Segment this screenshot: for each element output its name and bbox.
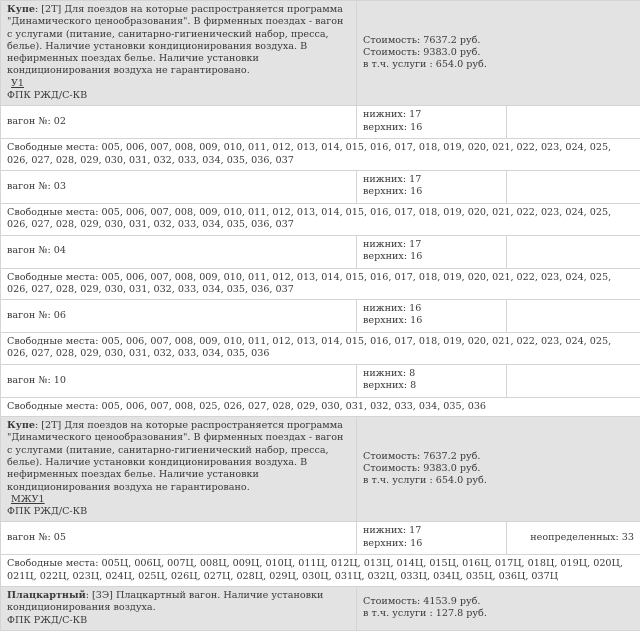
lower-berths: нижних: 17 [363,173,422,185]
upper-berths: верхних: 16 [363,121,423,133]
class-title: Плацкартный [7,590,86,602]
wagon-berths [357,364,507,397]
free-seats: Свободные места: 005, 006, 007, 008, 009, 010, 011, 012, 013, 014, 015, 016, 017, 018, 019, 020, 021, 022, 023, 024, 025, 026, 027, 028, 029, 030, 031, 032, 033, 034, 035, 036, 037 [1,203,640,235]
class-description [1,1,357,106]
price-1: Стоимость: 7637.2 руб. [363,34,481,46]
class-desc: : [3Э] Плацкартный вагон. Наличие установки кондиционирования воздуха. [7,590,324,614]
upper-berths: верхних: 8 [363,380,417,392]
free-seats-row [1,555,640,587]
wagon-berths [357,235,507,268]
upper-berths: верхних: 16 [363,315,423,327]
free-seats-row [1,139,640,171]
class-description [1,587,357,631]
class-prices [357,587,640,631]
upper-berths: верхних: 16 [363,250,423,262]
free-seats: Свободные места: 005, 006, 007, 008, 025, 026, 027, 028, 029, 030, 031, 032, 033, 034, 035, 036 [1,397,640,416]
wagon-number: вагон №: 10 [1,364,357,397]
class-prices [357,417,640,522]
wagon-berths [357,300,507,333]
free-seats: Свободные места: 005Ц, 006Ц, 007Ц, 008Ц, 009Ц, 010Ц, 011Ц, 012Ц, 013Ц, 014Ц, 015Ц, 016Ц, 017Ц, 018Ц, 019Ц, 020Ц, 021Ц, 022Ц, 023Ц, 024Ц, 025Ц, 026Ц, 027Ц, 028Ц, 029Ц, 030Ц, 031Ц, 032Ц, 033Ц, 034Ц, 035Ц, 036Ц, 037Ц [1,555,640,587]
free-seats-row [1,268,640,300]
free-seats: Свободные места: 005, 006, 007, 008, 009, 010, 011, 012, 013, 014, 015, 016, 017, 018, 019, 020, 021, 022, 023, 024, 025, 026, 027, 028, 029, 030, 031, 032, 033, 034, 035, 036, 037 [1,268,640,300]
free-seats-row [1,397,640,416]
wagon-number: вагон №: 05 [1,522,357,555]
service-price: в т.ч. услуги : 654.0 руб. [363,475,487,487]
lower-berths: нижних: 8 [363,367,416,379]
price-1: Стоимость: 7637.2 руб. [363,450,481,462]
lower-berths: нижних: 17 [363,109,422,121]
carrier: ФПК РЖД/С-КВ [7,506,88,518]
price-2: Стоимость: 9383.0 руб. [363,463,481,475]
wagon-row [1,235,640,268]
lower-berths: нижних: 17 [363,525,422,537]
wagon-row [1,300,640,333]
price-1: Стоимость: 4153.9 руб. [363,596,481,608]
wagon-row [1,170,640,203]
wagon-row [1,364,640,397]
wagon-berths [357,522,507,555]
wagon-row [1,522,640,555]
class-desc: : [2Т] Для поездов на которые распространяется программа "Динамического ценообразования". В фирменных поездах - вагон с услугами (питание, санитарно-гигиенический набор, пресса, белье). Наличие установки кондиционирования воздуха. В нефирменных поездах белье. Наличие установки кондиционирования воздуха не гарантировано. [7,4,344,77]
class-header-kupe [1,417,640,522]
wagon-number: вагон №: 03 [1,170,357,203]
undefined-berths: неопределенных: 33 [507,522,640,555]
wagon-number: вагон №: 02 [1,106,357,139]
class-header-platskart [1,587,640,631]
free-seats: Свободные места: 005, 006, 007, 008, 009, 010, 011, 012, 013, 014, 015, 016, 017, 018, 019, 020, 021, 022, 023, 024, 025, 026, 027, 028, 029, 030, 031, 032, 033, 034, 035, 036 [1,333,640,365]
class-code: МЖУ1 [11,493,45,505]
lower-berths: нижних: 16 [363,303,422,315]
upper-berths: верхних: 16 [363,186,423,198]
lower-berths: нижних: 17 [363,238,422,250]
class-prices [357,1,640,106]
service-price: в т.ч. услуги : 654.0 руб. [363,59,487,71]
price-2: Стоимость: 9383.0 руб. [363,47,481,59]
class-desc: : [2Т] Для поездов на которые распространяется программа "Динамического ценообразования". В фирменных поездах - вагон с услугами (питание, санитарно-гигиенический набор, пресса, белье). Наличие установки кондиционирования воздуха. В нефирменных поездах белье. Наличие установки кондиционирования воздуха не гарантировано. [7,420,344,493]
class-description [1,417,357,522]
class-code: У1 [11,77,25,89]
free-seats-row [1,333,640,365]
class-header-kupe [1,1,640,106]
class-title: Купе [7,4,35,15]
wagon-number: вагон №: 04 [1,235,357,268]
upper-berths: верхних: 16 [363,537,423,549]
class-title: Купе [7,420,35,432]
wagon-berths [357,106,507,139]
free-seats: Свободные места: 005, 006, 007, 008, 009, 010, 011, 012, 013, 014, 015, 016, 017, 018, 019, 020, 021, 022, 023, 024, 025, 026, 027, 028, 029, 030, 031, 032, 033, 034, 035, 036, 037 [1,139,640,171]
carrier: ФПК РЖД/С-КВ [7,90,88,102]
wagon-berths [357,170,507,203]
carrier: ФПК РЖД/С-КВ [7,614,88,626]
service-price: в т.ч. услуги : 127.8 руб. [363,608,487,620]
wagon-number: вагон №: 06 [1,300,357,333]
free-seats-row [1,203,640,235]
wagon-row [1,106,640,139]
